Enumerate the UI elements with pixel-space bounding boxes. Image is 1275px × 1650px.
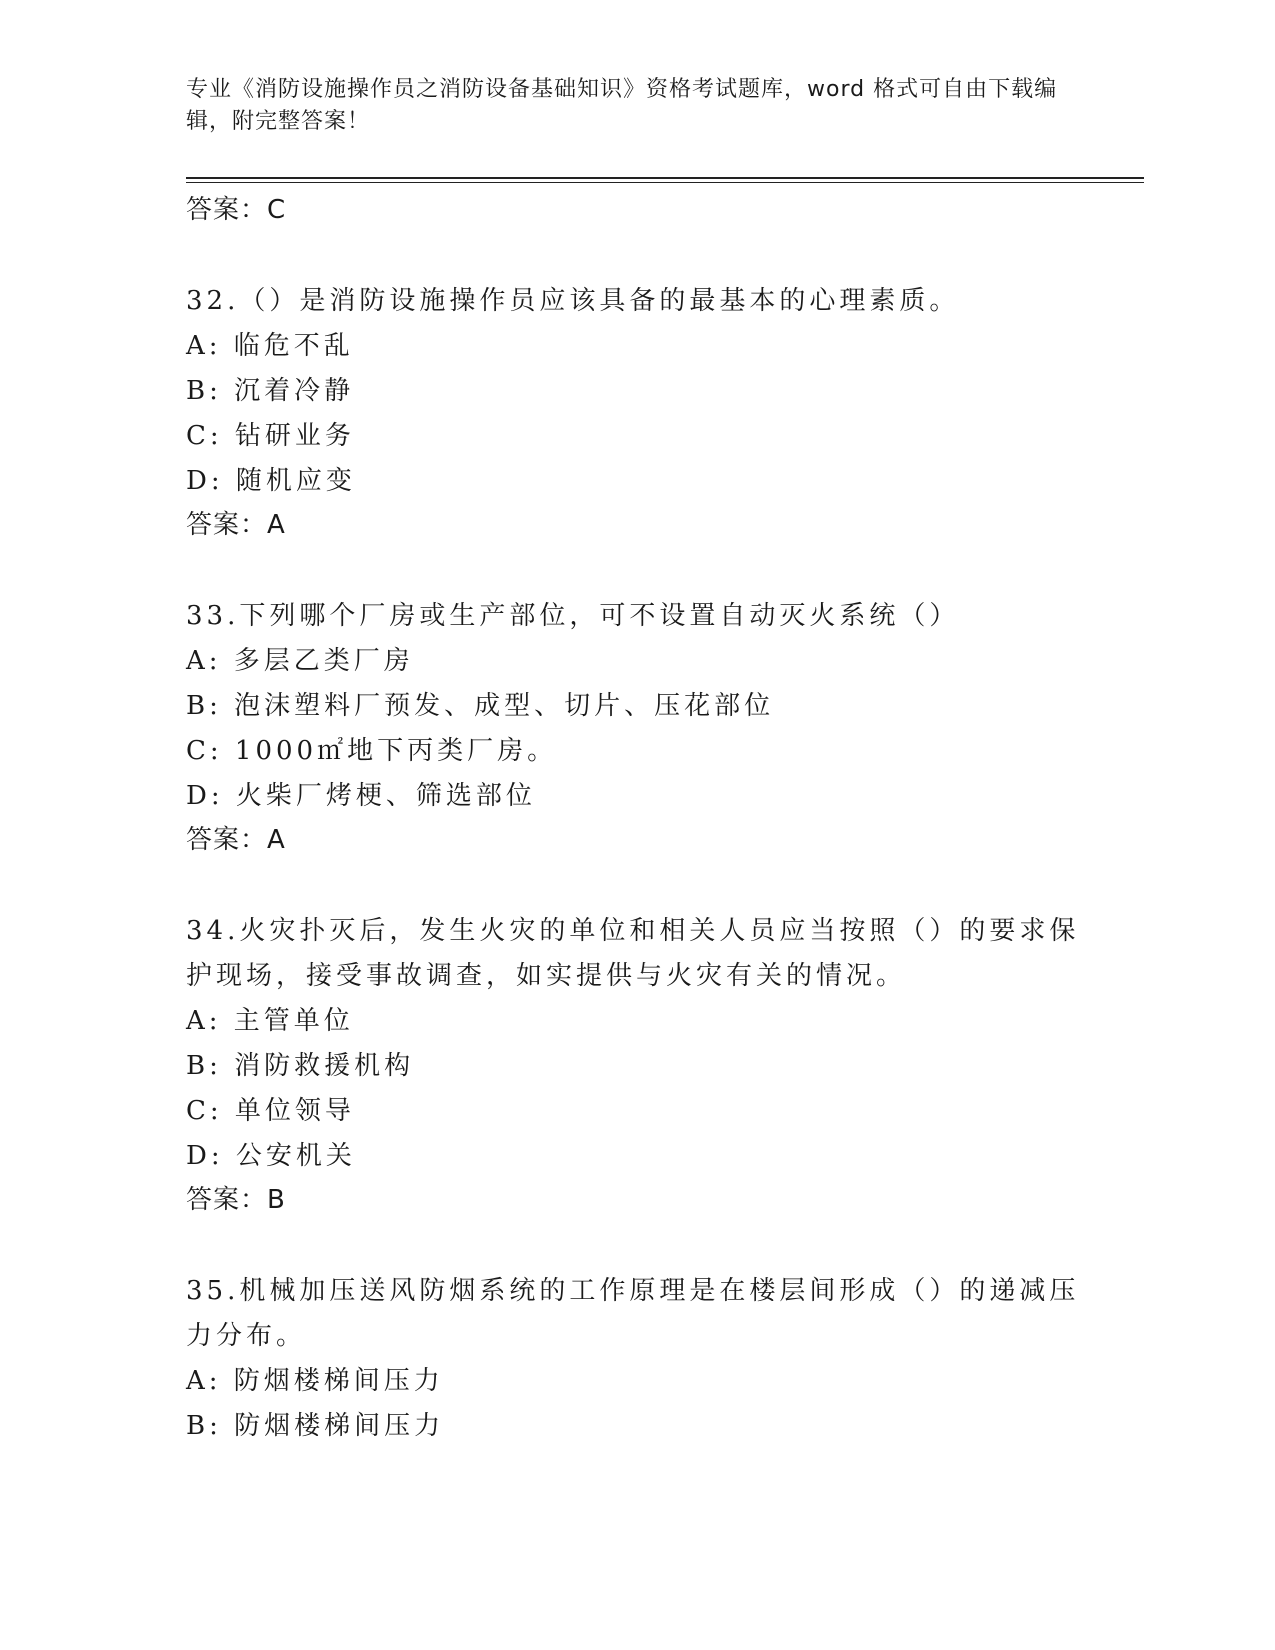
option-c: C: 1000㎡地下丙类厂房。	[186, 736, 558, 766]
option-b: B: 沉着冷静	[186, 376, 355, 406]
answer-line: 答案：C	[186, 195, 287, 225]
option-b: B: 泡沫塑料厂预发、成型、切片、压花部位	[186, 691, 775, 721]
option-b: B: 消防救援机构	[186, 1051, 415, 1081]
option-c: C: 单位领导	[186, 1096, 355, 1126]
option-b: B: 防烟楼梯间压力	[186, 1411, 445, 1441]
option-a: A: 临危不乱	[186, 331, 354, 361]
question-32	[186, 279, 1086, 542]
question-stem: 34.火灾扑灭后，发生火灾的单位和相关人员应当按照（）的要求保护现场，接受事故调查，如实提供与火灾有关的情况。	[186, 916, 1080, 991]
answer-line: 答案：B	[186, 1185, 286, 1215]
answer-line: 答案：A	[186, 825, 286, 855]
header-divider-thin	[186, 182, 1144, 183]
header-divider-thick	[186, 177, 1144, 179]
question-stem: 32.（）是消防设施操作员应该具备的最基本的心理素质。	[186, 286, 960, 316]
document-header: 专业《消防设施操作员之消防设备基础知识》资格考试题库，word 格式可自由下载编辑，附完整答案！	[186, 77, 1058, 134]
question-34	[186, 909, 1086, 1217]
option-a: A: 多层乙类厂房	[186, 646, 414, 676]
option-a: A: 防烟楼梯间压力	[186, 1366, 444, 1396]
question-33	[186, 594, 1086, 857]
option-d: D: 随机应变	[186, 466, 356, 496]
option-a: A: 主管单位	[186, 1006, 354, 1036]
question-stem: 35.机械加压送风防烟系统的工作原理是在楼层间形成（）的递减压力分布。	[186, 1276, 1080, 1351]
question-list	[186, 193, 1086, 1449]
question-stem: 33.下列哪个厂房或生产部位，可不设置自动灭火系统（）	[186, 601, 960, 631]
answer-line: 答案：A	[186, 510, 286, 540]
question-35	[186, 1269, 1086, 1449]
option-d: D: 公安机关	[186, 1141, 356, 1171]
option-c: C: 钻研业务	[186, 421, 355, 451]
option-d: D: 火柴厂烤梗、筛选部位	[186, 781, 536, 811]
